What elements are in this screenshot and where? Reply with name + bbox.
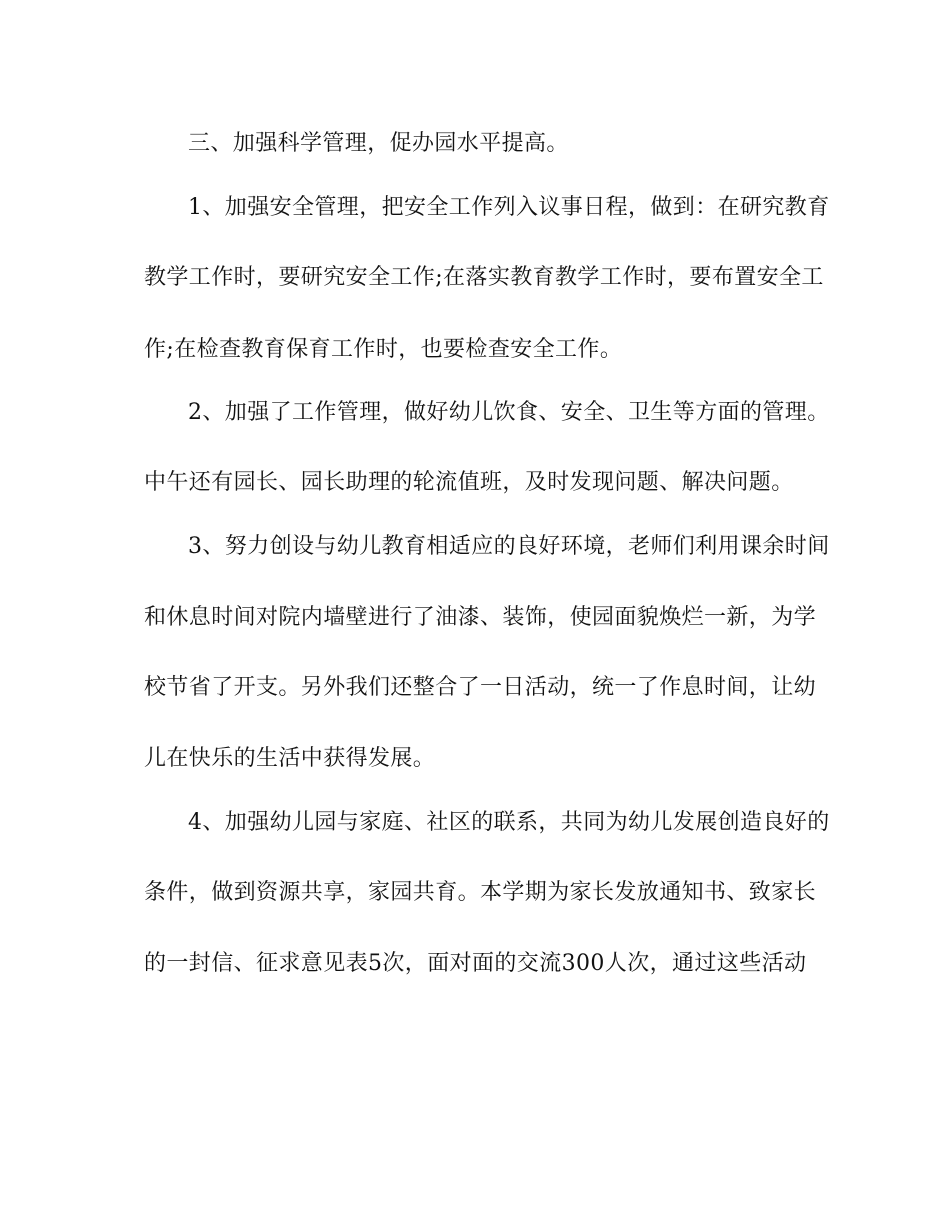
paragraph-line: 中午还有园长、园长助理的轮流值班，及时发现问题、解决问题。 xyxy=(144,470,794,495)
paragraph-line: 条件，做到资源共享，家园共育。本学期为家长发放通知书、致家长 xyxy=(144,880,817,905)
paragraph-line: 和休息时间对院内墙壁进行了油漆、装饰，使园面貌焕烂一新，为学 xyxy=(144,605,817,630)
paragraph-line: 作;在检查教育保育工作时，也要检查安全工作。 xyxy=(144,337,623,362)
paragraph-line: 儿在快乐的生活中获得发展。 xyxy=(144,746,436,771)
paragraph-line: 的一封信、征求意见表5次，面对面的交流300人次，通过这些活动 xyxy=(144,951,807,976)
paragraph-line: 4、加强幼儿园与家庭、社区的联系，共同为幼儿发展创造良好的 xyxy=(188,810,830,835)
paragraph-line: 2、加强了工作管理，做好幼儿饮食、安全、卫生等方面的管理。 xyxy=(188,400,830,425)
paragraph-line: 教学工作时，要研究安全工作;在落实教育教学工作时，要布置安全工 xyxy=(144,265,824,290)
paragraph-line: 3、努力创设与幼儿教育相适应的良好环境，老师们利用课余时间 xyxy=(188,534,830,559)
paragraph-line: 校节省了开支。另外我们还整合了一日活动，统一了作息时间，让幼 xyxy=(144,675,817,700)
section-heading: 三、加强科学管理，促办园水平提高。 xyxy=(188,131,569,156)
paragraph-line: 1、加强安全管理，把安全工作列入议事日程，做到：在研究教育 xyxy=(188,195,830,220)
